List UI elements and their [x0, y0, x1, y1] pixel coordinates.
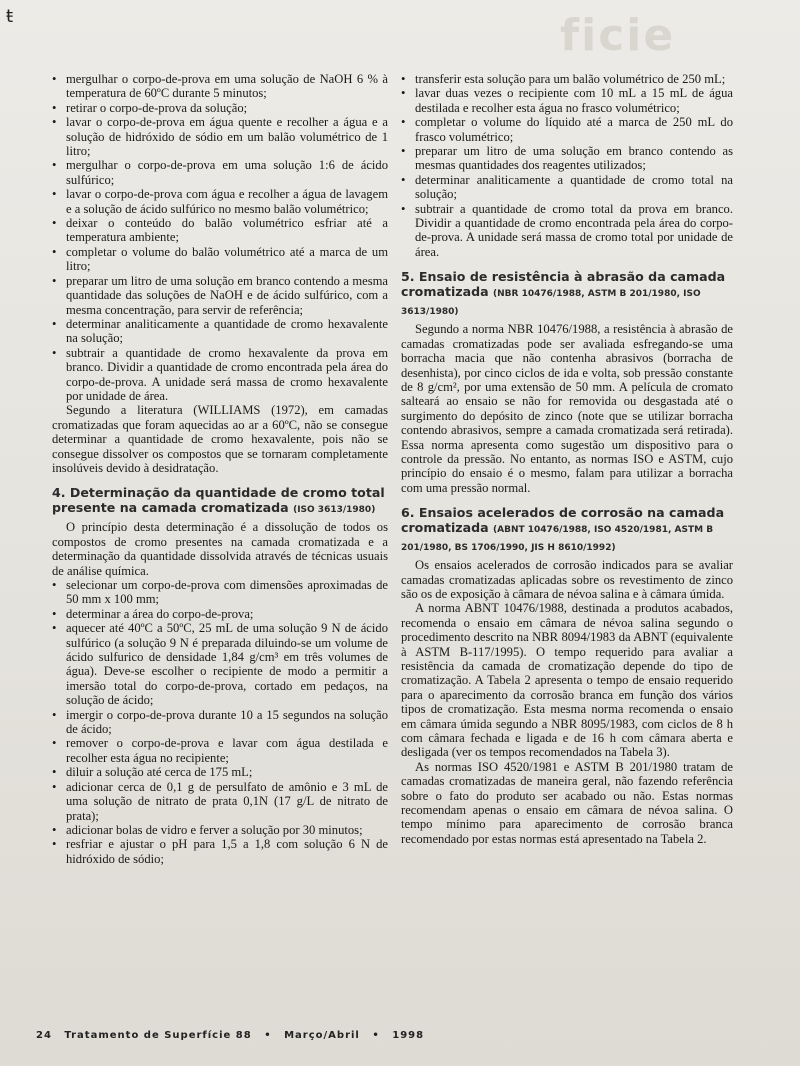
body-paragraph: Os ensaios acelerados de corrosão indicados para se avaliar camadas cromatizadas aplicadas sobre os revestimento de zinco são os de exposição à câmara de névoa salina e à câmara úmida.	[401, 558, 733, 601]
list-item: • imergir o corpo-de-prova durante 10 a 15 segundos na solução de ácido;	[52, 707, 388, 737]
list-item: • lavar o corpo-de-prova com água e recolher a água de lavagem e a solução de ácido sulfúrico no mesmo balão volumétrico;	[52, 187, 388, 216]
body-paragraph: Segundo a literatura (WILLIAMS (1972), em camadas cromatizadas que foram aquecidas ao ar a 60ºC, não se consegue determinar a quantidade de cromo hexavalente, pois não se consegue dissolver os compostos que se tornaram completamente insolúveis devido à desidratação.	[52, 403, 388, 475]
body-paragraph: O princípio desta determinação é a dissolução de todos os compostos de cromo presentes na camada cromatizada e a determinação da quantidade dissolvida através de técnicas usuais de análise química.	[52, 520, 388, 578]
page-footer: 24 Tratamento de Superfície 88 • Março/Abril • 1998	[36, 1030, 425, 1041]
procedure-list-total-chrome	[52, 578, 388, 866]
list-item: • determinar analiticamente a quantidade de cromo total na solução;	[401, 172, 733, 202]
list-item: • subtrair a quantidade de cromo hexavalente da prova em branco. Dividir a quantidade de cromo encontrada pela área do corpo-de-prova. A unidade será massa de cromo hexavalente por unidade de área.	[52, 345, 388, 403]
body-paragraph: As normas ISO 4520/1981 e ASTM B 201/1980 tratam de camadas cromatizadas de maneira geral, não fazendo referência sobre o fato do produto ser acabado ou não. Estas normas recomendam apenas o ensaio em câmara de névoa salina. O tempo mínimo para aparecimento de corrosão branca recomendado por estas normas está apresentado na Tabela 2.	[401, 759, 733, 846]
list-item: • remover o corpo-de-prova e lavar com água destilada e recolher esta água no recipiente;	[52, 736, 388, 765]
issue-date: Março/Abril	[284, 1030, 360, 1041]
list-item: • adicionar bolas de vidro e ferver a solução por 30 minutos;	[52, 822, 363, 837]
list-item: • preparar um litro de uma solução em branco contendo a mesma quantidade das soluções de NaOH e de ácido sulfúrico, com a mesma concentração, para servir de referência;	[52, 273, 388, 317]
procedure-list-hexavalent	[52, 72, 388, 403]
list-item: • aquecer até 40ºC a 50ºC, 25 mL de uma solução 9 N de ácido sulfúrico (a solução 9 N é preparada diluindo-se um volume de ácido sulfurico de densidade 1,84 g/cm³ em três volumes de água). Deve-se escolher o recipiente de modo a permitir a imersão total do corpo-de-prova, cortado em pedaços, na solução de ácido;	[52, 621, 388, 708]
list-item: • selecionar um corpo-de-prova com dimensões aproximadas de 50 mm x 100 mm;	[52, 578, 388, 607]
issue-year: 1998	[392, 1030, 425, 1041]
left-column	[52, 72, 388, 866]
list-item: • determinar a área do corpo-de-prova;	[52, 606, 254, 621]
page-number: 24	[36, 1030, 52, 1041]
list-item: • mergulhar o corpo-de-prova em uma solução de NaOH 6 % à temperatura de 60ºC durante 5 minutos;	[52, 72, 388, 101]
list-item: • adicionar cerca de 0,1 g de persulfato de amônio e 3 mL de uma solução de nitrato de prata 0,1N (17 g/L de nitrato de prata);	[52, 779, 388, 823]
section-heading-6: 6. Ensaios acelerados de corrosão na camada cromatizada (ABNT 10476/1988, ISO 4520/1981, ASTM B 201/1980, BS 1706/1990, JIS H 8610/1992)	[401, 505, 725, 554]
right-column	[401, 72, 733, 846]
magazine-title: Tratamento de Superfície 88	[64, 1030, 252, 1041]
procedure-list-continued	[401, 72, 733, 259]
body-paragraph: Segundo a norma NBR 10476/1988, a resistência à abrasão de camadas cromatizadas pode ser avaliada esfregando-se uma borracha macia que não contenha abrasivos (borracha de desenhista), por cinco ciclos de ida e volta, sob pressão constante de 8 g/cm², por uma extensão de 50 mm. A película de cromato salteará ao ensaio se não for removida ou desgastada até o surgimento do depósito de zinco (note que se utilizar borracha contendo abrasivos, sempre a camada cromatizada será retirada). Essa norma apresenta como sugestão um dispositivo para o controle da pressão. No entanto, as normas ISO e ASTM, cujo princípio do ensaio é o mesmo, falam para utilizar a borracha com uma pressão normal.	[401, 322, 733, 495]
list-item: • resfriar e ajustar o pH para 1,5 a 1,8 com solução 6 N de hidróxido de sódio;	[52, 837, 388, 866]
section-heading-4: 4. Determinação da quantidade de cromo total presente na camada cromatizada (ISO 3613/1980)	[52, 485, 385, 516]
body-paragraph: A norma ABNT 10476/1988, destinada a produtos acabados, recomenda o ensaio em câmara de névoa salina segundo o procedimento descrito na NBR 8094/1983 da ABNT (equivalente à ASTM B-117/1995). O tempo requerido para avaliar a resistência da camada de cromatização depende do tipo de cromatização. A Tabela 2 apresenta o tempo de ensaio requerido para o aparecimento da corrosão branca em função dos vários tipos de cromatização. Esta mesma norma recomenda o ensaio em câmara úmida segundo a NBR 8095/1983, com ciclos de 8 h com câmara fechada e ligada e de 16 h com câmara aberta e desligada (ver os tempos recomendados na Tabela 3).	[401, 601, 733, 760]
list-item: • deixar o conteúdo do balão volumétrico esfriar até a temperatura ambiente;	[52, 216, 388, 245]
list-item: • subtrair a quantidade de cromo total da prova em branco. Dividir a quantidade de cromo encontrada pela área do corpo-de-prova. A unidade será massa de cromo total por unidade de área.	[401, 201, 733, 259]
list-item: • lavar duas vezes o recipiente com 10 mL a 15 mL de água destilada e recolher esta água no frasco volumétrico;	[401, 86, 733, 115]
corner-mark: ŧ	[6, 6, 14, 27]
list-item: • transferir esta solução para um balão volumétrico de 250 mL;	[401, 72, 726, 86]
bleed-through-text: ficie	[560, 10, 676, 61]
list-item: • retirar o corpo-de-prova da solução;	[52, 100, 248, 115]
section-heading-5: 5. Ensaio de resistência à abrasão da camada cromatizada (NBR 10476/1988, ASTM B 201/1980, ISO 3613/1980)	[401, 269, 726, 318]
list-item: • completar o volume do líquido até a marca de 250 mL do frasco volumétrico;	[401, 115, 733, 144]
list-item: • mergulhar o corpo-de-prova em uma solução 1:6 de ácido sulfúrico;	[52, 158, 388, 187]
list-item: • lavar o corpo-de-prova em água quente e recolher a água e a solução de hidróxido de sódio em um balão volumétrico de 1 litro;	[52, 115, 388, 159]
list-item: • preparar um litro de uma solução em branco contendo as mesmas quantidades dos reagentes utilizados;	[401, 144, 733, 173]
list-item: • diluir a solução até cerca de 175 mL;	[52, 765, 253, 780]
list-item: • determinar analiticamente a quantidade de cromo hexavalente na solução;	[52, 316, 388, 346]
list-item: • completar o volume do balão volumétrico até a marca de um litro;	[52, 244, 388, 274]
